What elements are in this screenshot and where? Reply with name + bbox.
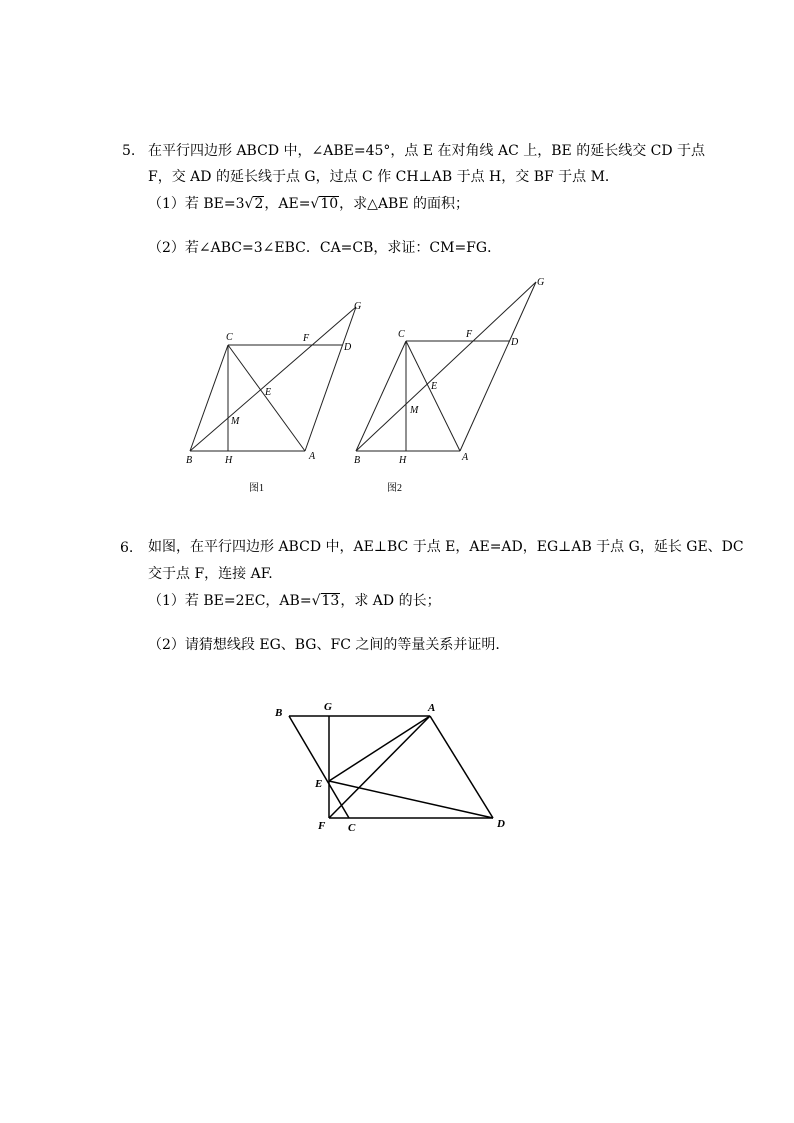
label-E: E — [315, 778, 323, 790]
label-D: D — [497, 818, 505, 830]
part-1-text-a: （1）若 BE=2EC，AB= — [148, 593, 312, 609]
label-B: B — [275, 707, 283, 719]
fig1-label-M: M — [231, 416, 240, 427]
fig1-label-H: H — [225, 455, 233, 466]
fig2-label-M: M — [410, 405, 419, 416]
sqrt-radicand: 10 — [320, 196, 339, 212]
segment-BC — [289, 716, 349, 818]
fig2-label-D: D — [511, 337, 519, 348]
segment-AE — [329, 716, 430, 781]
part-1-text-a: （1）若 BE=3 — [148, 196, 245, 212]
fig1-label-F: F — [303, 333, 310, 344]
label-G: G — [324, 701, 332, 713]
fig2-label-G: G — [537, 277, 545, 288]
fig2-label-C: C — [398, 329, 405, 340]
label-F: F — [318, 820, 326, 832]
problem-6-statement-line-1: 如图，在平行四边形 ABCD 中，AE⊥BC 于点 E，AE=AD，EG⊥AB 于点 G，延长 GE、DC — [148, 539, 744, 555]
sqrt-radicand: 2 — [254, 196, 264, 212]
problem-5-statement-line-2: F，交 AD 的延长线于点 G，过点 C 作 CH⊥AB 于点 H，交 BF 于点 M． — [148, 169, 619, 185]
sqrt-radicand: 13 — [321, 593, 340, 609]
fig1-label-A: A — [309, 451, 316, 462]
sqrt-sign: √ — [244, 196, 254, 212]
sqrt-sign: √ — [311, 593, 321, 609]
fig2-label-B: B — [354, 455, 361, 466]
fig1-label-B: B — [186, 455, 193, 466]
problem-6-statement-line-2: 交于点 F，连接 AF. — [148, 566, 273, 582]
problem-5-statement-line-1: 在平行四边形 ABCD 中，∠ABE=45°，点 E 在对角线 AC 上，BE 的延长线交 CD 于点 — [148, 143, 706, 159]
label-C: C — [348, 822, 356, 834]
fig2-label-A: A — [462, 452, 469, 463]
fig1-label-E: E — [265, 387, 272, 398]
fig2-segment-BG — [356, 282, 536, 451]
fig1-label-C: C — [226, 332, 233, 343]
fig2-label-H: H — [399, 455, 407, 466]
problem-6-part-2: （2）请猜想线段 EG、BG、FC 之间的等量关系并证明. — [148, 637, 500, 653]
problem-6-figure — [0, 680, 794, 850]
fig1-caption: 图1 — [249, 483, 264, 494]
problem-6-number: 6. — [120, 540, 134, 556]
problem-5-part-2: （2）若∠ABC=3∠EBC．CA=CB，求证：CM=FG． — [148, 240, 502, 256]
problem-5-figures — [0, 0, 794, 520]
segment-AD — [430, 716, 493, 818]
fig1-label-D: D — [344, 342, 352, 353]
problem-6-part-1 — [148, 592, 441, 610]
part-1-text-c: ，求△ABE 的面积； — [339, 196, 470, 212]
fig2-caption: 图2 — [387, 483, 402, 494]
fig1-segment-BG — [190, 307, 356, 451]
part-1-text-b: ，AE= — [264, 196, 311, 212]
label-A: A — [428, 702, 436, 714]
fig1-label-G: G — [354, 301, 362, 312]
segment-ED — [329, 781, 493, 818]
fig2-label-F: F — [466, 329, 473, 340]
segment-AF — [329, 716, 430, 818]
fig2-segment-AG — [460, 282, 536, 451]
fig2-segment-BC — [356, 341, 406, 451]
sqrt-sign: √ — [310, 196, 320, 212]
problem-5-number: 5. — [122, 143, 136, 159]
part-1-text-b: ，求 AD 的长； — [340, 593, 441, 609]
fig2-label-E: E — [431, 381, 438, 392]
